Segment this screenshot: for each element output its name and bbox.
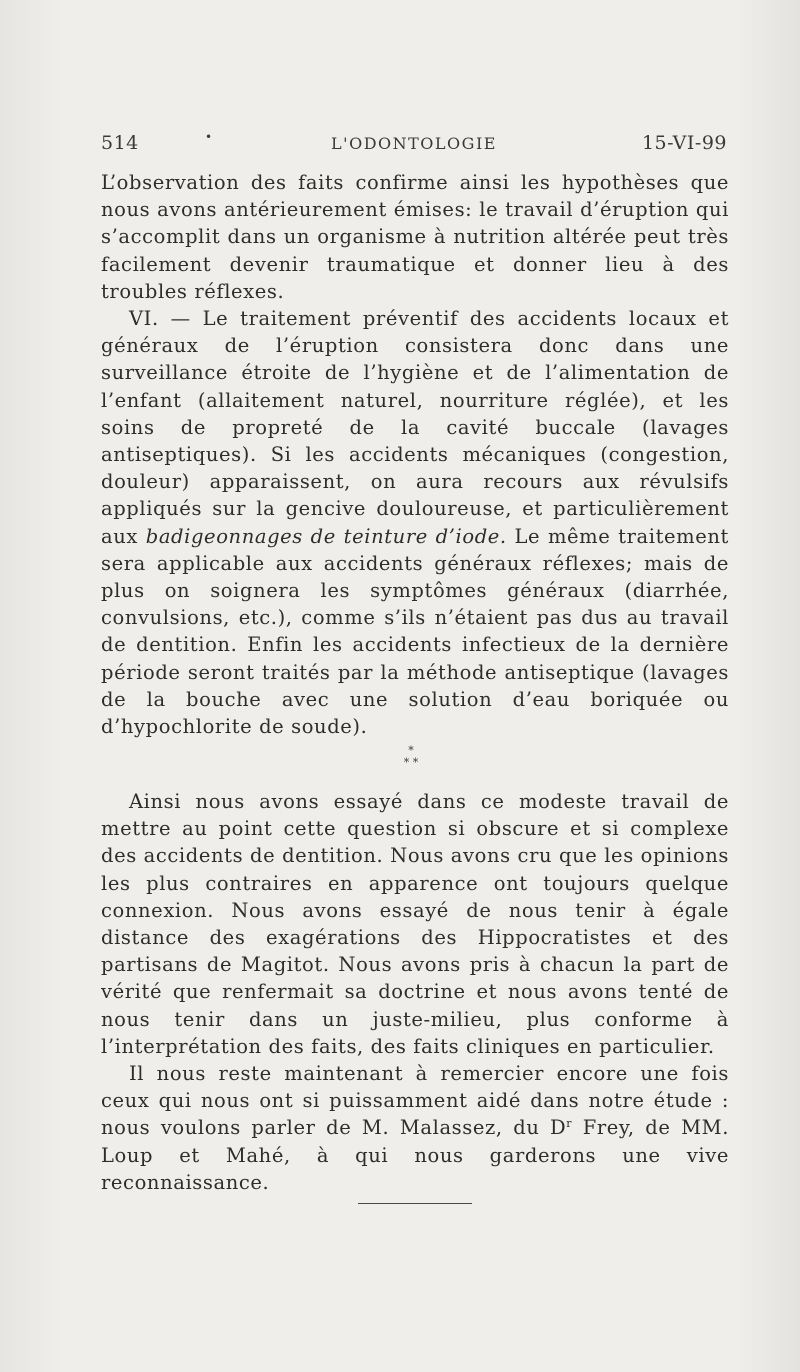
italic-phrase: badigeonnages de teinture d’iode. (145, 524, 507, 548)
paragraph-text: Frey, de MM. Loup et Mahé, à qui nous garderons une vive reconnaissance. (101, 1116, 729, 1194)
asterism-top: * (408, 744, 414, 757)
ink-speck: • (205, 130, 213, 144)
text-block-upper (101, 169, 729, 740)
paragraph-text: Le même traitement sera applicable aux accidents généraux réflexes; mais de plus on soignera les symptômes généraux (diarrhée, convulsions, etc.), comme s’ils n’étaient pas dus au travail de dentition. Enfin les accidents infectieux de la dernière période seront traités par la méthode antiseptique (lavages de la bouche avec une solution d’eau boriquée ou d’hypochlorite de soude). (101, 524, 729, 739)
text-block-lower (101, 788, 729, 1196)
paragraph-acknowledgements (101, 1060, 729, 1196)
asterism-separator (0, 745, 800, 769)
issue-date: 15-VI-99 (641, 132, 727, 154)
asterism-bottom: * * (403, 756, 419, 769)
running-title: L'ODONTOLOGIE (331, 134, 497, 153)
paragraph-treatment (101, 305, 729, 740)
running-header (101, 132, 727, 162)
page-number: 514 (101, 132, 139, 154)
paragraph-text: Il nous reste maintenant à remercier encore une fois ceux qui nous ont si puissamment aidé dans notre étude : nous voulons parler de M. Malassez, du D (101, 1062, 729, 1140)
superscript: r (566, 1117, 573, 1131)
end-rule-divider (358, 1203, 472, 1204)
paragraph-text: VI. — Le traitement préventif des accidents locaux et généraux de l’éruption consistera donc dans une surveillance étroite de l’hygiène et de l’alimentation de l’enfant (allaitement naturel, nourriture réglée), et les soins de propreté de la cavité buccale (lavages antiseptiques). Si les accidents mécaniques (congestion, douleur) apparaissent, on aura recours aux révulsifs appliqués sur la gencive douloureuse, et particulièrement aux (101, 307, 729, 548)
paragraph-conclusion: Ainsi nous avons essayé dans ce modeste travail de mettre au point cette question si obscure et si complexe des accidents de dentition. Nous avons cru que les opinions les plus contraires en apparence ont toujours quelque connexion. Nous avons essayé de nous tenir à égale distance des exagérations des Hippocratistes et des partisans de Magitot. Nous avons pris à chacun la part de vérité que renfermait sa doctrine et nous avons tenté de nous tenir dans un juste-milieu, plus conforme à l’interprétation des faits, des faits cliniques en particulier. (101, 790, 729, 1058)
paragraph: L’observation des faits confirme ainsi les hypothèses que nous avons antérieurement émises: le travail d’éruption qui s’accomplit dans un organisme à nutrition altérée peut très facilement devenir traumatique et donner lieu à des troubles réflexes. (101, 171, 729, 303)
